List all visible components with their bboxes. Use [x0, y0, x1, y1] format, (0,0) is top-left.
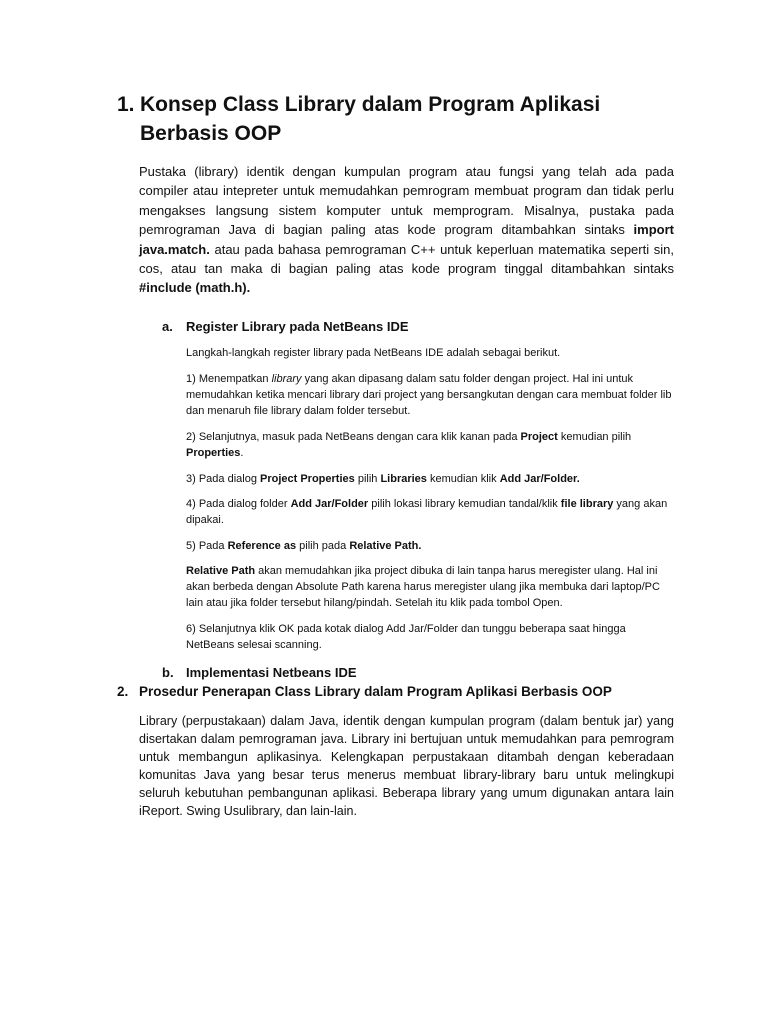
step-bold: Reference as	[227, 540, 297, 552]
subsection-a-heading	[162, 318, 662, 336]
paragraph-text: Pustaka (library) identik dengan kumpulan program atau fungsi yang telah ada pada compiler atau intepreter untuk memudahkan pemrogram membuat program dan tidak perlu mengakses langsung sistem komputer untuk memprogram. Misalnya, pustaka pada pemrograman Java di bagian paling atas kode program ditambahkan sintaks	[139, 164, 674, 238]
section-2-title: Prosedur Penerapan Class Library dalam Program Aplikasi Berbasis OOP	[139, 684, 612, 699]
step-bold: Properties	[186, 447, 241, 459]
step-5	[186, 538, 676, 554]
step-bold: Libraries	[380, 473, 427, 485]
section-2-heading	[117, 683, 677, 701]
subsection-b-heading	[162, 664, 662, 682]
step-text: pilih pada	[296, 540, 350, 552]
subsection-b-letter: b.	[162, 665, 174, 680]
step-text: kemudian klik	[426, 473, 500, 485]
step-1	[186, 371, 676, 419]
step-text: 5) Pada	[186, 540, 228, 552]
step-bold: Project	[520, 431, 558, 443]
register-intro: Langkah-langkah register library pada NetBeans IDE adalah sebagai berikut.	[186, 347, 561, 359]
step-text: akan memudahkan jika project dibuka di lain tanpa harus meregister ulang. Hal ini akan berbeda dengan Absolute Path karena harus meregister ulang jika membuka dari laptop/PC lain atau jika folder tersebut hilang/pindah. Setelah itu klik pada tombol Open.	[186, 565, 660, 609]
step-text: yang akan dipasang dalam satu folder dengan project. Hal ini untuk memudahkan ketika mencari library dari project yang bersangkutan dengan cara membuat folder lib dan menaruh file library dalam folder tersebut.	[186, 373, 672, 417]
step-bold: Add Jar/Folder.	[499, 473, 580, 485]
subsection-b-title: Implementasi Netbeans IDE	[186, 665, 357, 680]
step-3	[186, 471, 676, 487]
step-bold: Relative Path	[186, 565, 256, 577]
step-text: kemudian pilih	[557, 431, 632, 443]
section-2-number: 2.	[117, 684, 129, 699]
step-2	[186, 429, 676, 461]
step-text: .	[240, 447, 244, 459]
section-1-heading	[117, 90, 677, 148]
step-text: 3) Pada dialog	[186, 473, 260, 485]
step-text: 1) Menempatkan	[186, 373, 272, 385]
step-text: 4) Pada dialog folder	[186, 498, 291, 510]
section-1-title: Konsep Class Library dalam Program Aplikasi Berbasis OOP	[140, 93, 601, 145]
step-text: pilih	[354, 473, 381, 485]
step-6: 6) Selanjutnya klik OK pada kotak dialog Add Jar/Folder dan tunggu beberapa saat hingga NetBeans selesai scanning.	[186, 623, 626, 651]
step-bold: file library	[560, 498, 614, 510]
step-text: 2) Selanjutnya, masuk pada NetBeans dengan cara klik kanan pada	[186, 431, 521, 443]
section-2-paragraph: Library (perpustakaan) dalam Java, identik dengan kumpulan program (dalam bentuk jar) yang disertakan dalam pemrograman java. Library ini bertujuan untuk memudahkan para pemrogram untuk membangun aplikasinya. Kelengkapan perpustakaan ditambah dengan keberadaan komunitas Java yang besar terus menerus membuat library-library baru untuk melingkupi seluruh kebutuhan pembangunan aplikasi. Beberapa library yang umum digunakan antara lain iReport. Swing Usulibrary, dan lain-lain.	[139, 714, 674, 819]
relative-path-note	[186, 563, 676, 611]
step-text: pilih lokasi library kemudian tandal/klik	[368, 498, 561, 510]
step-4	[186, 496, 676, 528]
step-text: yang akan dipakai.	[186, 498, 668, 526]
code-import-java-match: import java.match.	[139, 222, 674, 257]
step-italic: library	[271, 373, 302, 385]
paragraph-text: atau pada bahasa pemrograman C++ untuk keperluan matematika seperti sin, cos, atau tan maka di bagian paling atas kode program tinggal ditambahkan sintaks	[139, 241, 674, 277]
step-bold: Relative Path.	[349, 540, 422, 552]
subsection-a-letter: a.	[162, 319, 173, 334]
subsection-a-title: Register Library pada NetBeans IDE	[186, 319, 409, 334]
section-1-paragraph	[139, 162, 674, 298]
step-bold: Add Jar/Folder	[290, 498, 369, 510]
section-1-number: 1.	[117, 93, 135, 116]
code-include-math: #include (math.h).	[139, 280, 251, 296]
step-bold: Project Properties	[260, 473, 355, 485]
